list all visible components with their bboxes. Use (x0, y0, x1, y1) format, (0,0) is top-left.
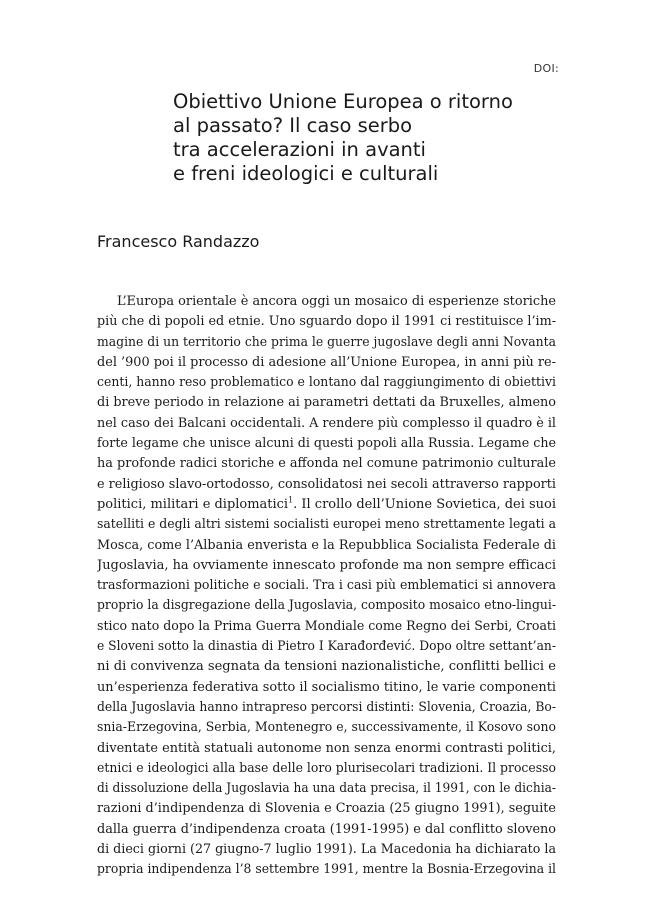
body-line: del ’900 poi il processo di adesione all’Unione Europea, in anni più re- (97, 354, 556, 370)
body-line: satelliti e degli altri sistemi socialisti europei meno strettamente legati a (97, 517, 556, 533)
body-text-segment: politici, militari e diplomatici (97, 496, 289, 512)
body-line: un’esperienza federativa sotto il socialismo titino, le varie componenti (97, 679, 556, 695)
body-line: trasformazioni politiche e sociali. Tra i casi più emblematici si annovera (97, 578, 556, 594)
body-line: stico nato dopo la Prima Guerra Mondiale come Regno dei Serbi, Croati (97, 618, 556, 634)
body-line: Mosca, come l’Albania enverista e la Repubblica Socialista Federale di (97, 537, 556, 553)
author-name: Francesco Randazzo (97, 232, 260, 251)
body-line: di breve periodo in relazione ai parametri dettati da Bruxelles, almeno (97, 395, 556, 411)
doi-label: DOI: (533, 62, 559, 75)
body-line: e religioso slavo-ortodosso, consolidatosi nei secoli attraverso rapporti (97, 476, 556, 492)
body-line: nel caso dei Balcani occidentali. A rendere più complesso il quadro è il (97, 415, 556, 431)
body-line: dalla guerra d’indipendenza croata (1991-1995) e dal conflitto sloveno (97, 821, 556, 837)
body-line: propria indipendenza l’8 settembre 1991, mentre la Bosnia-Erzegovina il (97, 862, 556, 878)
body-line: e Sloveni sotto la dinastia di Pietro I Karađorđević. Dopo oltre settant’an- (97, 639, 556, 655)
body-line: centi, hanno reso problematico e lontano dal raggiungimento di obiettivi (97, 375, 556, 391)
body-line: ha profonde radici storiche e affonda nel comune patrimonio culturale (97, 456, 556, 472)
body-line (97, 495, 556, 515)
body-line: etnici e ideologici alla base delle loro plurisecolari tradizioni. Il processo (97, 760, 556, 776)
article-body (97, 292, 556, 881)
title-line: Obiettivo Unione Europea o ritorno (173, 90, 513, 113)
title-line: al passato? Il caso serbo (173, 114, 413, 137)
title-line: e freni ideologici e culturali (173, 162, 439, 185)
body-line: diventate entità statuali autonome non senza enormi contrasti politici, (97, 740, 556, 756)
body-line: di dissoluzione della Jugoslavia ha una data precisa, il 1991, con le dichia- (97, 781, 556, 797)
body-line: di dieci giorni (27 giugno-7 luglio 1991). La Macedonia ha dichiarato la (97, 842, 556, 858)
body-line: più che di popoli ed etnie. Uno sguardo dopo il 1991 ci restituisce l’im- (97, 314, 556, 330)
body-line: magine di un territorio che prima le guerre jugoslave degli anni Novanta (97, 334, 556, 350)
body-line: della Jugoslavia hanno intrapreso percorsi distinti: Slovenia, Croazia, Bo- (97, 699, 556, 715)
body-line: proprio la disgregazione della Jugoslavia, composito mosaico etno-lingui- (97, 598, 556, 614)
article-title (173, 90, 573, 186)
body-line: forte legame che unisce alcuni di questi popoli alla Russia. Legame che (97, 436, 556, 452)
body-line: razioni d’indipendenza di Slovenia e Croazia (25 giugno 1991), seguite (97, 801, 556, 817)
body-line: L’Europa orientale è ancora oggi un mosaico di esperienze storiche (117, 294, 556, 309)
body-text-segment: . Il crollo dell’Unione Sovietica, dei suoi (293, 496, 556, 512)
body-line: ni di convivenza segnata da tensioni nazionalistiche, conflitti bellici e (97, 659, 556, 675)
title-line: tra accelerazioni in avanti (173, 138, 426, 161)
body-line: Jugoslavia, ha ovviamente innescato profonde ma non sempre efficaci (97, 557, 556, 573)
body-line: snia-Erzegovina, Serbia, Montenegro e, successivamente, il Kosovo sono (97, 720, 556, 736)
footnote-marker[interactable]: 1 (288, 495, 294, 505)
